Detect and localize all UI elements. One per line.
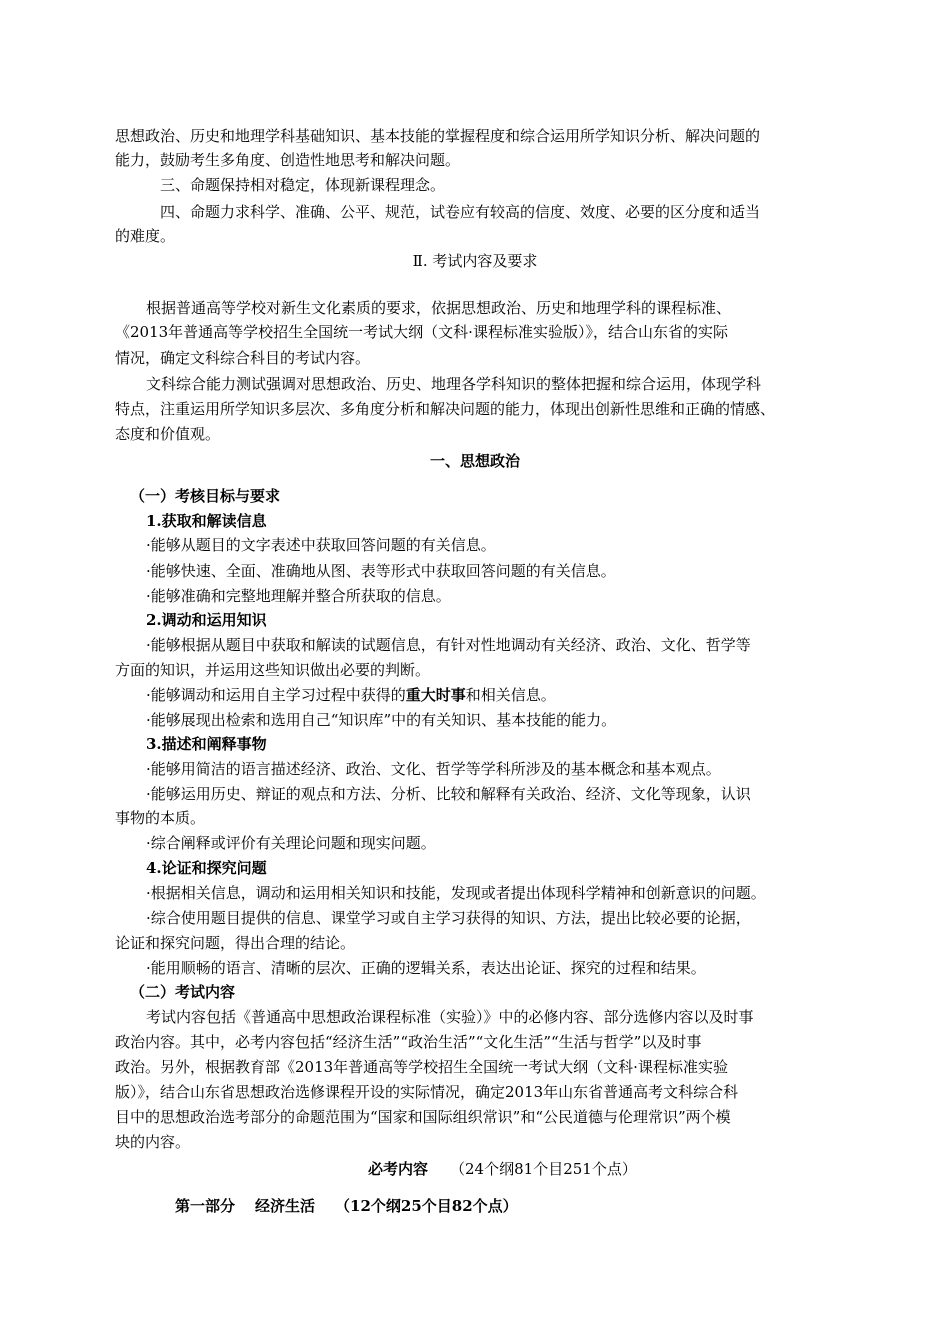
content-para-line-1: 考试内容包括《普通高中思想政治课程标准（实验）》中的必修内容、部分选修内容以及时事 bbox=[146, 1008, 754, 1026]
required-count: （24个纲81个目251个点） bbox=[450, 1160, 637, 1178]
item2-bullet-2-after: 和相关信息。 bbox=[465, 686, 556, 704]
item4-bullet-3: ·能用顺畅的语言、清晰的层次、正确的逻辑关系，表达出论证、探究的过程和结果。 bbox=[146, 959, 706, 977]
item4-bullet-2-line-2: 论证和探究问题，得出合理的结论。 bbox=[115, 934, 356, 952]
item2-heading: 2.调动和运用知识 bbox=[146, 611, 267, 629]
item1-bullet-2: ·能够快速、全面、准确地从图、表等形式中获取回答问题的有关信息。 bbox=[146, 562, 616, 580]
content-para-line-5: 目中的思想政治选考部分的命题范围为“国家和国际组织常识”和“公民道德与伦理常识”两个模 bbox=[115, 1108, 731, 1126]
principle-3: 三、命题保持相对稳定，体现新课程理念。 bbox=[160, 176, 446, 194]
content-para-line-2: 政治内容。其中，必考内容包括“经济生活”“政治生活”“文化生活”“生活与哲学”以及时事 bbox=[115, 1033, 702, 1051]
content-heading: （二）考试内容 bbox=[130, 983, 236, 1001]
item1-bullet-3: ·能够准确和完整地理解并整合所获取的信息。 bbox=[146, 587, 451, 605]
item3-bullet-1: ·能够用简洁的语言描述经济、政治、文化、哲学等学科所涉及的基本概念和基本观点。 bbox=[146, 760, 721, 778]
intro-line-1: 思想政治、历史和地理学科基础知识、基本技能的掌握程度和综合运用所学知识分析、解决问题的 bbox=[115, 127, 761, 145]
part-one-name: 经济生活 bbox=[255, 1197, 316, 1215]
required-content-line bbox=[368, 1157, 768, 1181]
item3-heading: 3.描述和阐释事物 bbox=[146, 735, 267, 753]
subject-title: 一、思想政治 bbox=[429, 452, 520, 470]
para2-line-3: 态度和价值观。 bbox=[115, 425, 221, 443]
item3-bullet-2-line-1: ·能够运用历史、辩证的观点和方法、分析、比较和解释有关政治、经济、文化等现象，认识 bbox=[146, 785, 751, 803]
required-label: 必考内容 bbox=[368, 1160, 429, 1178]
para2-line-2: 特点，注重运用所学知识多层次、多角度分析和解决问题的能力，体现出创新性思维和正确的情感、 bbox=[115, 400, 776, 418]
para2-line-1: 文科综合能力测试强调对思想政治、历史、地理各学科知识的整体把握和综合运用，体现学科 bbox=[146, 375, 762, 393]
part-one-line bbox=[175, 1194, 775, 1218]
item3-bullet-3: ·综合阐释或评价有关理论问题和现实问题。 bbox=[146, 834, 436, 852]
para1-line-1: 根据普通高等学校对新生文化素质的要求，依据思想政治、历史和地理学科的课程标准、 bbox=[146, 299, 732, 317]
item2-bullet-2-before: ·能够调动和运用自主学习过程中获得的 bbox=[146, 686, 406, 704]
item4-bullet-1: ·根据相关信息，调动和运用相关知识和技能，发现或者提出体现科学精神和创新意识的问题。 bbox=[146, 884, 766, 902]
item2-bullet-1-line-1: ·能够根据从题目中获取和解读的试题信息，有针对性地调动有关经济、政治、文化、哲学等 bbox=[146, 636, 751, 654]
item4-bullet-2-line-1: ·综合使用题目提供的信息、课堂学习或自主学习获得的知识、方法，提出比较必要的论据， bbox=[146, 909, 751, 927]
item1-heading: 1.获取和解读信息 bbox=[146, 512, 267, 530]
item2-bullet-2-bold: 重大时事 bbox=[405, 686, 466, 704]
content-para-line-4: 版）》，结合山东省思想政治选修课程开设的实际情况，确定2013年山东省普通高考文科综合科 bbox=[115, 1083, 739, 1101]
item2-bullet-1-line-2: 方面的知识，并运用这些知识做出必要的判断。 bbox=[115, 661, 431, 679]
goals-heading: （一）考核目标与要求 bbox=[130, 487, 281, 505]
item3-bullet-2-line-2: 事物的本质。 bbox=[115, 809, 206, 827]
item1-bullet-1: ·能够从题目的文字表述中获取回答问题的有关信息。 bbox=[146, 536, 496, 554]
item2-bullet-3: ·能够展现出检索和选用自己“知识库”中的有关知识、基本技能的能力。 bbox=[146, 711, 617, 729]
principle-4-line-2: 的难度。 bbox=[115, 227, 176, 245]
section-title: Ⅱ. 考试内容及要求 bbox=[412, 252, 538, 270]
part-one-label: 第一部分 bbox=[175, 1197, 236, 1215]
principle-4-line-1: 四、命题力求科学、准确、公平、规范，试卷应有较高的信度、效度、必要的区分度和适当 bbox=[160, 203, 761, 221]
content-para-line-3: 政治。另外，根据教育部《2013年普通高等学校招生全国统一考试大纲（文科·课程标准实验 bbox=[115, 1058, 728, 1076]
item4-heading: 4.论证和探究问题 bbox=[146, 859, 267, 877]
para1-line-2: 《2013年普通高等学校招生全国统一考试大纲（文科·课程标准实验版）》，结合山东省的实际 bbox=[115, 323, 728, 341]
part-one-count: （12个纲25个目82个点） bbox=[335, 1197, 518, 1215]
intro-line-2: 能力，鼓励考生多角度、创造性地思考和解决问题。 bbox=[115, 151, 461, 169]
content-para-line-6: 块的内容。 bbox=[115, 1133, 191, 1151]
item2-bullet-2 bbox=[146, 683, 846, 707]
para1-line-3: 情况，确定文科综合科目的考试内容。 bbox=[115, 349, 371, 367]
